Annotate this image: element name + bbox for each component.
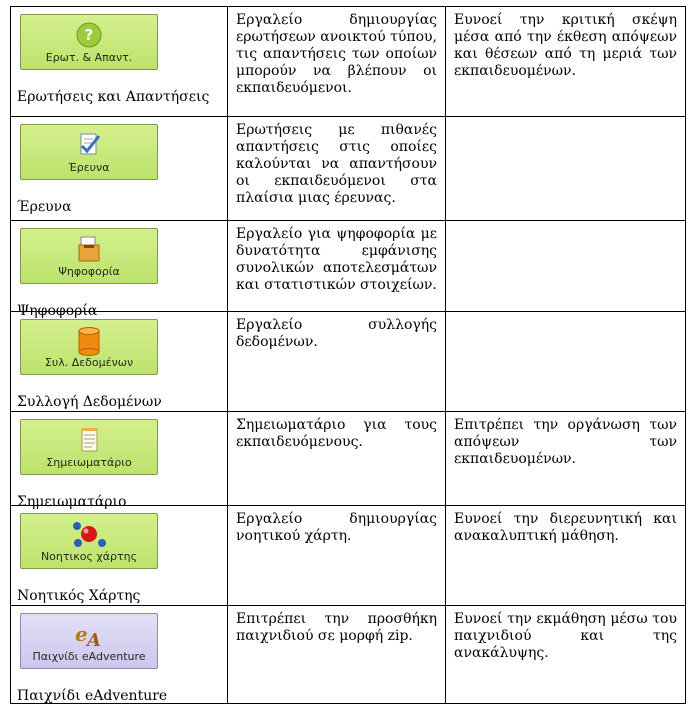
tool-purpose: [446, 312, 685, 321]
button-label: Έρευνα: [68, 161, 110, 174]
tool-description: Εργαλείο συλλογής δεδομένων.: [236, 317, 437, 350]
ballot-box-icon: [74, 234, 104, 264]
notepad-button[interactable]: [20, 419, 158, 475]
tool-cell: [11, 117, 228, 221]
tool-description: Εργαλείο για ψηφοφορία με δυνατότητα εμφάνισης συνολικών αποτελεσμάτων και στατιστικών στοιχείων.: [236, 226, 437, 293]
button-label: Ψηφοφορία: [58, 265, 120, 278]
purpose-cell: [446, 606, 686, 704]
database-icon: [74, 325, 104, 357]
table-row: [11, 312, 686, 412]
tool-cell: [11, 312, 228, 412]
tool-purpose: Ευνοεί την εκμάθηση μέσω του παιχνιδιού και της ανακάλυψης.: [454, 611, 677, 661]
purpose-cell: [446, 506, 686, 606]
purpose-cell: [446, 312, 686, 412]
tool-name: Ψηφοφορία: [17, 303, 98, 319]
tool-cell: [11, 412, 228, 510]
tool-purpose: [446, 117, 685, 126]
notepad-icon: [74, 425, 104, 455]
tool-name: Σημειωματάριο: [17, 494, 127, 510]
checkmark-document-icon: [74, 130, 104, 160]
description-cell: [228, 606, 446, 704]
tool-purpose: Επιτρέπει την οργάνωση των απόψεων των εκπαιδευομένων.: [454, 417, 677, 467]
mind-map-icon: [69, 519, 109, 551]
tool-name: Έρευνα: [17, 199, 72, 215]
svg-text:e: e: [75, 622, 88, 646]
tool-purpose: [446, 221, 685, 230]
tool-cell: [11, 7, 228, 117]
button-label: Νοητικος χάρτης: [40, 550, 138, 563]
purpose-cell: [446, 221, 686, 312]
button-label: Συλ. Δεδομένων: [44, 356, 134, 369]
button-label: Παιχνίδι eAdventure: [32, 650, 146, 663]
purpose-cell: [446, 7, 686, 117]
tool-name: Νοητικός Χάρτης: [17, 588, 141, 604]
svg-text:A: A: [87, 630, 101, 649]
tool-name: Ερωτήσεις και Απαντήσεις: [17, 89, 210, 105]
tool-name: Παιχνίδι eAdventure: [17, 688, 168, 704]
tool-description: Εργαλείο δημιουργίας ερωτήσεων ανοικτού τύπου, τις απαντήσεις των οποίων μπορούν να βλέπουν οι εκπαιδευόμενοι.: [236, 12, 437, 96]
tool-cell: [11, 606, 228, 704]
tool-description: Επιτρέπει την προσθήκη παιχνιδιού σε μορφή zip.: [236, 611, 437, 644]
purpose-cell: [446, 412, 686, 506]
tools-table: [10, 6, 686, 704]
description-cell: [228, 412, 446, 506]
tool-name: Συλλογή Δεδομένων: [17, 394, 162, 410]
tool-cell: [11, 506, 228, 606]
mind-map-button[interactable]: [20, 513, 158, 569]
table-row: [11, 7, 686, 117]
description-cell: [228, 506, 446, 606]
table-row: [11, 117, 686, 221]
table-row: [11, 412, 686, 506]
question-icon: [74, 20, 104, 50]
button-label: Ερωτ. & Απαντ.: [45, 51, 133, 64]
data-collection-button[interactable]: [20, 319, 158, 375]
voting-button[interactable]: [20, 228, 158, 284]
tool-purpose: Ευνοεί την κριτική σκέψη μέσα από την έκθεση απόψεων και θέσεων από τη μεριά των εκπαιδευομένων.: [454, 12, 677, 79]
purpose-cell: [446, 117, 686, 221]
eadventure-logo-icon: [67, 619, 111, 649]
questions-answers-button[interactable]: [20, 14, 158, 70]
tool-description: Ερωτήσεις με πιθανές απαντήσεις στις οποίες καλούνται να απαντήσουν οι εκπαιδευόμενοι στα πλαίσια μιας έρευνας.: [236, 122, 437, 206]
svg-text:?: ?: [84, 26, 94, 44]
eadventure-game-button[interactable]: [20, 613, 158, 669]
description-cell: [228, 312, 446, 412]
table-row: [11, 221, 686, 312]
table-row: [11, 506, 686, 606]
table-row: [11, 606, 686, 704]
tool-description: Εργαλείο δημιουργίας νοητικού χάρτη.: [236, 511, 437, 544]
description-cell: [228, 117, 446, 221]
survey-button[interactable]: [20, 124, 158, 180]
tool-description: Σημειωματάριο για τους εκπαιδευόμενους.: [236, 417, 437, 450]
tool-cell: [11, 221, 228, 319]
description-cell: [228, 7, 446, 117]
tool-purpose: Ευνοεί την διερευνητική και ανακαλυπτική μάθηση.: [454, 511, 677, 544]
button-label: Σημειωματάριο: [46, 456, 132, 469]
description-cell: [228, 221, 446, 312]
